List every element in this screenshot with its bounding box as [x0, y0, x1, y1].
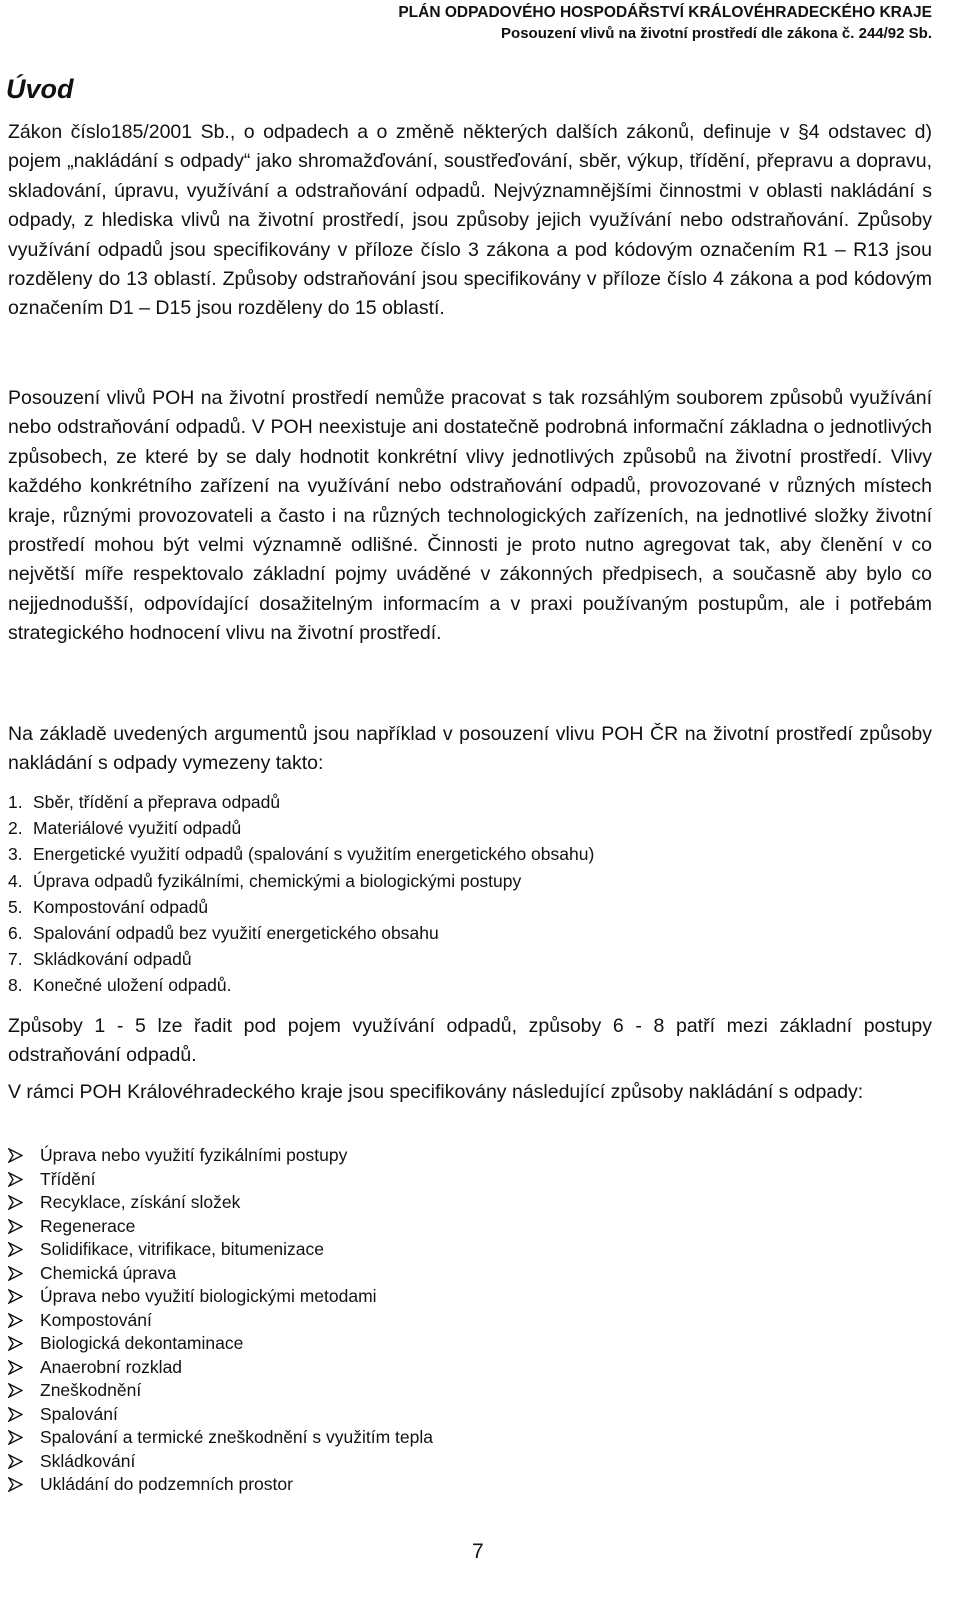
- paragraph-list-intro: Na základě uvedených argumentů jsou například v posouzení vlivu POH ČR na životní prostředí způsoby nakládání s odpady vymezeny takto:: [8, 723, 932, 775]
- list-item-text: Sběr, třídění a přeprava odpadů: [33, 792, 281, 812]
- arrowhead-bullet-icon: [8, 1313, 40, 1328]
- paragraph-assessment: Posouzení vlivů POH na životní prostředí nemůže pracovat s tak rozsáhlým souborem způsobů využívání nebo odstraňování odpadů. V POH neexistuje ani dostatečně podrobná informační základna o jednotlivých způsobech, ze které by se daly hodnotit konkrétní vlivy jednotlivých způsobů na životní prostředí. Vlivy každého konkrétního zařízení na využívání nebo odstraňování odpadů, provozované v různých místech kraje, různými provozovateli a často i na různých technologických zařízeních, na jednotlivé složky životní prostředí mohou být velmi významně odlišné. Činnosti je proto nutno agregovat tak, aby členění v co největší míře respektovalo základní pojmy uváděné v zákonných předpisech, a současně aby bylo co nejjednodušší, odpovídající dosažitelným informacím a v praxi používaným postupům, ale i potřebám strategického hodnocení vlivu na životní prostředí.: [8, 387, 932, 645]
- bullet-item-text: Biologická dekontaminace: [40, 1333, 244, 1353]
- bullet-item-text: Třídění: [40, 1168, 96, 1189]
- list-item-text: Materiálové využití odpadů: [33, 818, 242, 839]
- numbered-list-item: [8, 972, 594, 998]
- list-item-text: Spalování odpadů bez využití energetického obsahu: [33, 923, 439, 944]
- bullet-list-item: [8, 1191, 433, 1215]
- list-item-text: Energetické využití odpadů (spalování s využitím energetického obsahu): [33, 844, 595, 865]
- arrowhead-bullet-icon: [8, 1407, 40, 1422]
- bullet-list-item: [8, 1238, 433, 1262]
- bullet-list-item: [8, 1426, 433, 1450]
- list-item-number: 1.: [8, 792, 23, 812]
- bullet-list: [8, 1144, 433, 1497]
- arrowhead-bullet-icon: [8, 1266, 40, 1281]
- bullet-list-item: [8, 1450, 433, 1474]
- arrowhead-bullet-icon: [8, 1360, 40, 1375]
- arrowhead-bullet-icon: [8, 1289, 40, 1304]
- paragraph-intro: Zákon číslo185/2001 Sb., o odpadech a o změně některých dalších zákonů, definuje v §4 odstavec d) pojem „nakládání s odpady“ jako shromažďování, soustřeďování, sběr, výkup, třídění, přepravu a dopravu, skladování, úpravu, využívání a odstraňování odpadů. Nejvýznamnějšími činnostmi v oblasti nakládání s odpady, z hlediska vlivů na životní prostředí, jsou způsoby jejich využívání nebo odstraňování. Způsoby využívání odpadů jsou specifikovány v příloze číslo 3 zákona a pod kódovým označením R1 – R13 jsou rozděleny do 13 oblastí. Způsoby odstraňování jsou specifikovány v příloze číslo 4 zákona a pod kódovým označením D1 – D15 jsou rozděleny do 15 oblastí.: [8, 121, 932, 320]
- numbered-list-item: [8, 946, 594, 972]
- bullet-item-text: Spalování: [40, 1403, 118, 1424]
- list-item-text: Skládkování odpadů: [33, 949, 192, 970]
- bullet-list-item: [8, 1309, 433, 1333]
- bullet-item-text: Skládkování: [40, 1450, 136, 1471]
- bullet-item-text: Recyklace, získání složek: [40, 1192, 241, 1212]
- bullet-list-item: [8, 1356, 433, 1380]
- bullet-list-item: [8, 1473, 433, 1497]
- bullet-item-text: Spalování a termické zneškodnění s využitím tepla: [40, 1427, 433, 1447]
- numbered-list-item: [8, 894, 594, 920]
- header-subtitle: Posouzení vlivů na životní prostředí dle zákona č. 244/92 Sb.: [501, 25, 932, 42]
- arrowhead-bullet-icon: [8, 1430, 40, 1445]
- arrowhead-bullet-icon: [8, 1148, 40, 1163]
- section-title: Úvod: [6, 74, 74, 104]
- list-item-number: 7.: [8, 949, 23, 970]
- numbered-list: [8, 789, 594, 999]
- bullet-item-text: Ukládání do podzemních prostor: [40, 1474, 293, 1494]
- bullet-list-item: [8, 1262, 433, 1286]
- bullet-item-text: Solidifikace, vitrifikace, bitumenizace: [40, 1239, 325, 1259]
- bullet-list-item: [8, 1379, 433, 1403]
- paragraph-specification: V rámci POH Královéhradeckého kraje jsou specifikovány následující způsoby nakládání s odpady:: [8, 1081, 864, 1103]
- page-header: [398, 2, 932, 44]
- arrowhead-bullet-icon: [8, 1195, 40, 1210]
- arrowhead-bullet-icon: [8, 1477, 40, 1492]
- bullet-list-item: [8, 1332, 433, 1356]
- arrowhead-bullet-icon: [8, 1336, 40, 1351]
- bullet-list-item: [8, 1144, 433, 1168]
- arrowhead-bullet-icon: [8, 1172, 40, 1187]
- header-title: PLÁN ODPADOVÉHO HOSPODÁŘSTVÍ KRÁLOVÉHRADECKÉHO KRAJE: [398, 4, 932, 21]
- arrowhead-bullet-icon: [8, 1383, 40, 1398]
- list-item-number: 6.: [8, 923, 23, 944]
- bullet-item-text: Úprava nebo využití biologickými metodami: [40, 1286, 377, 1306]
- bullet-list-item: [8, 1285, 433, 1309]
- list-item-number: 5.: [8, 896, 23, 917]
- bullet-item-text: Anaerobní rozklad: [40, 1356, 183, 1377]
- numbered-list-item: [8, 920, 594, 946]
- numbered-list-item: [8, 815, 594, 841]
- document-page: [8, 0, 932, 1617]
- bullet-item-text: Chemická úprava: [40, 1262, 177, 1283]
- bullet-list-item: [8, 1403, 433, 1427]
- numbered-list-item: [8, 868, 594, 894]
- bullet-list-item: [8, 1215, 433, 1239]
- arrowhead-bullet-icon: [8, 1454, 40, 1469]
- list-item-text: Kompostování odpadů: [33, 896, 209, 917]
- numbered-list-item: [8, 841, 594, 867]
- list-item-number: 3.: [8, 844, 23, 865]
- bullet-item-text: Zneškodnění: [40, 1380, 142, 1400]
- list-item-number: 2.: [8, 818, 23, 839]
- page-number: 7: [472, 1540, 484, 1563]
- numbered-list-item: [8, 789, 594, 815]
- arrowhead-bullet-icon: [8, 1242, 40, 1257]
- bullet-list-item: [8, 1168, 433, 1192]
- list-item-number: 8.: [8, 975, 23, 996]
- list-item-text: Úprava odpadů fyzikálními, chemickými a biologickými postupy: [33, 870, 522, 891]
- list-item-number: 4.: [8, 870, 23, 891]
- list-item-text: Konečné uložení odpadů.: [33, 975, 232, 996]
- arrowhead-bullet-icon: [8, 1219, 40, 1234]
- paragraph-summary: Způsoby 1 - 5 lze řadit pod pojem využívání odpadů, způsoby 6 - 8 patří mezi základní postupy odstraňování odpadů.: [8, 1015, 932, 1067]
- bullet-item-text: Regenerace: [40, 1215, 136, 1236]
- bullet-item-text: Úprava nebo využití fyzikálními postupy: [40, 1145, 348, 1165]
- bullet-item-text: Kompostování: [40, 1309, 152, 1330]
